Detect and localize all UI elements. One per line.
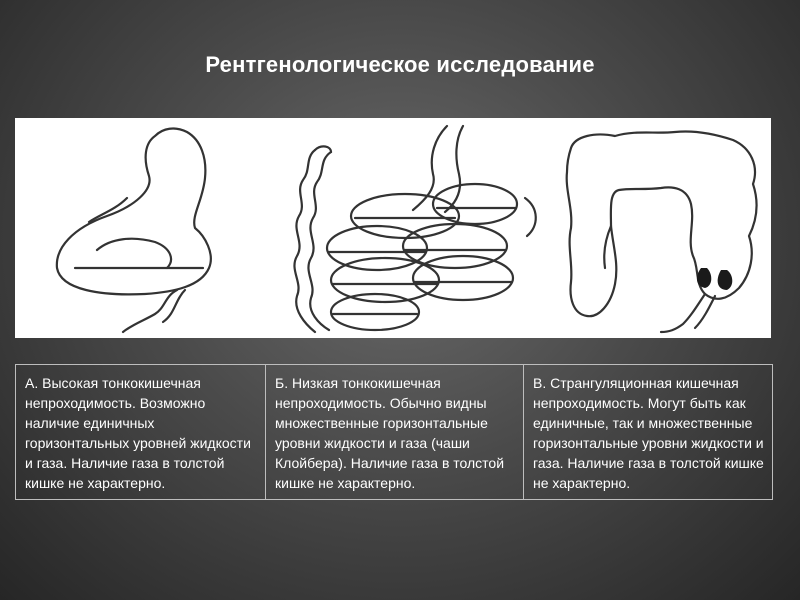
table-row xyxy=(16,365,773,500)
description-high-obstruction: А. Высокая тонкокишечная непроходимость. Возможно наличие единичных горизонтальных уровней жидкости и газа. Наличие газа в толстой кишке не характерно. xyxy=(16,365,266,500)
slide-title: Рентгенологическое исследование xyxy=(205,52,595,77)
panel-a-drawing xyxy=(57,129,211,332)
xray-drawing xyxy=(15,118,771,338)
panel-b-drawing xyxy=(294,126,535,332)
description-low-obstruction: Б. Низкая тонкокишечная непроходимость. Обычно видны множественные горизонтальные уровни жидкости и газа (чаши Клойбера). Наличие газа в толстой кишке не характерно. xyxy=(266,365,524,500)
description-strangulation-obstruction: В. Странгуляционная кишечная непроходимость. Могут быть как единичные, так и множественные горизонтальные уровни жидкости и газа. Наличие газа в толстой кишке не характерно. xyxy=(524,365,773,500)
xray-illustration xyxy=(15,118,771,338)
panel-c-gas-shadows xyxy=(697,268,732,290)
panel-c-drawing xyxy=(567,131,757,332)
description-table xyxy=(15,364,773,500)
